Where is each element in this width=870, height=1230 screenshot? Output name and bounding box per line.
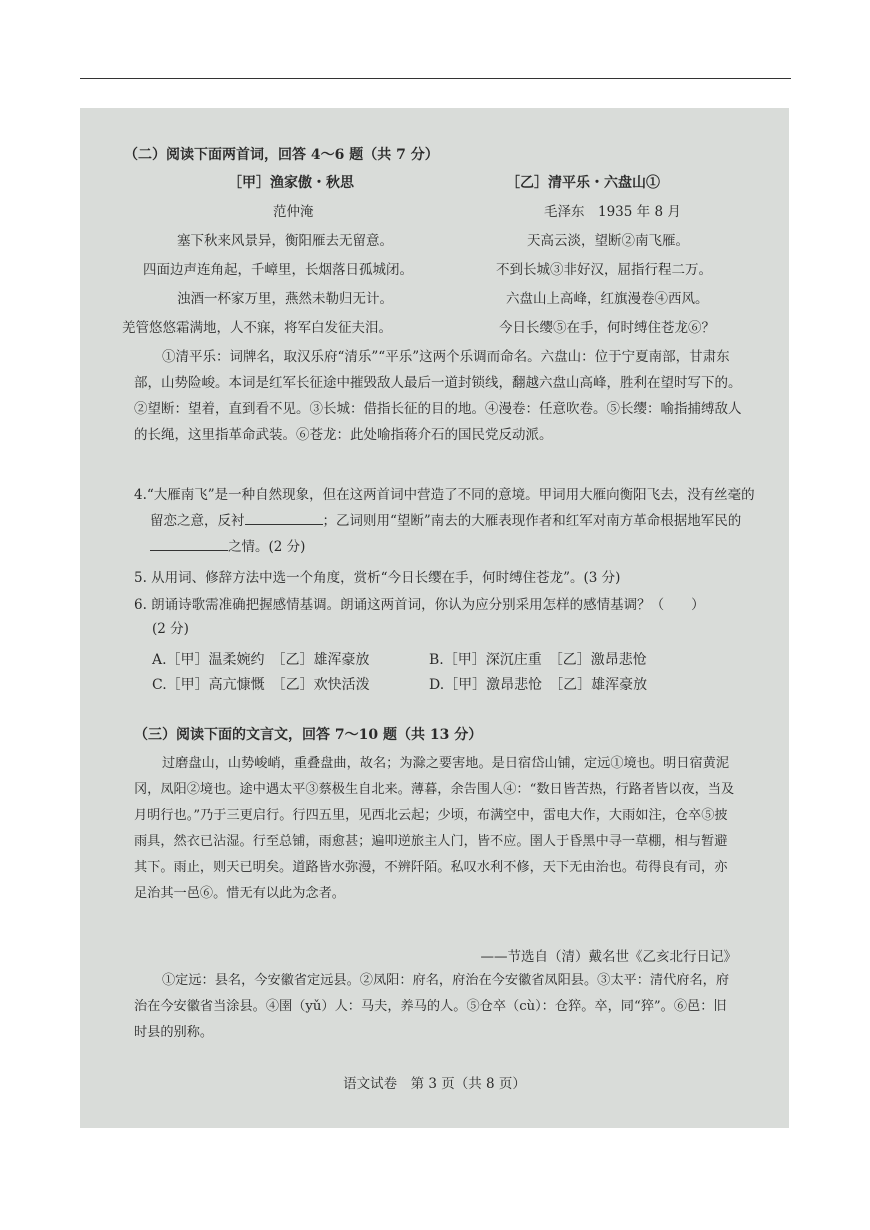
poem-notes: ①清平乐：词牌名，取汉乐府“清乐”“平乐”这两个乐调而命名。六盘山：位于宁夏南部，甘肃东部，山势险峻。本词是红军长征途中摧毁敌人最后一道封锁线，翻越六盘山高峰，胜利在望时写下的。②望断：望着，直到看不见。③长城：借指长征的目的地。④漫卷：任意吹卷。⑤长缨：喻指捕缚敌人的长绳，这里指革命武装。⑥苍龙：此处喻指蒋介石的国民党反动派。 (134, 349, 742, 443)
option-a[interactable]: A.［甲］温柔婉约 ［乙］雄浑豪放 (152, 652, 370, 668)
question-4-text: ；乙词则用“望断”南去的大雁表现作者和红军对南方革命根据地军民的 (322, 513, 742, 529)
poem-a-title: ［甲］渔家傲・秋思 (228, 175, 354, 191)
poem-a-line: 羌管悠悠霜满地，人不寐，将军白发征夫泪。 (122, 320, 392, 336)
passage-notes: ①定远：县名，今安徽省定远县。②凤阳：府名，府治在今安徽省凤阳县。③太平：清代府名，府治在今安徽省当涂县。④圉（yǔ）人：马夫，养马的人。⑤仓卒（cù）：仓猝。卒，同“猝”。⑥邑：旧时县的别称。 (134, 973, 730, 1040)
poem-a-line: 塞下秋来风景异，衡阳雁去无留意。 (177, 233, 393, 249)
poem-b-line: 六盘山上高峰，红旗漫卷④西风。 (506, 291, 709, 307)
poem-b-line: 天高云淡，望断②南飞雁。 (527, 233, 689, 249)
question-4-text: 4.“大雁南飞”是一种自然现象，但在这两首词中营造了不同的意境。甲词用大雁向衡阳飞去，没有丝毫的留恋之意，反衬 (134, 487, 755, 529)
page-footer: 语文试卷 第 3 页（共 8 页） (343, 1076, 526, 1092)
poem-a-line: 浊酒一杯家万里，燕然未勒归无计。 (177, 291, 393, 307)
classical-passage: 过磨盘山，山势峻峭，重叠盘曲，故名；为滁之要害地。是日宿岱山铺，定远①境也。明日宿黄泥冈，凤阳②境也。途中遇太平③蔡极生自北来。薄暮，余告围人④：“数日皆苦热，行路者皆以夜，当及月明行也。”乃于三更启行。行四五里，见西北云起；少顷，布满空中，雷电大作，大雨如注，仓卒⑤披雨具，然衣已沾湿。行至总铺，雨愈甚；遍叩逆旅主人门，皆不应。圉人于昏黑中寻一草棚，相与暂避其下。雨止，则天已明矣。道路皆水弥漫，不辨阡陌。私叹水利不修，天下无由治也。苟得良有司，亦足治其一邑⑥。惜无有以此为念者。 (134, 756, 735, 901)
section-3-heading: （三）阅读下面的文言文，回答 7～10 题（共 13 分） (134, 727, 483, 743)
answer-blank[interactable] (245, 510, 323, 525)
answer-blank[interactable] (150, 536, 228, 551)
option-d[interactable]: D.［甲］激昂悲怆 ［乙］雄浑豪放 (429, 677, 648, 693)
header-rule (80, 78, 791, 79)
poem-b-author-date: 毛泽东 1935 年 8 月 (544, 204, 681, 220)
section-2-heading: （二）阅读下面两首词，回答 4～6 题（共 7 分） (124, 147, 439, 163)
question-6-score: (2 分) (152, 621, 189, 637)
question-5: 5. 从用词、修辞方法中选一个角度，赏析“今日长缨在手，何时缚住苍龙”。(3 分) (134, 570, 621, 586)
question-6: 6. 朗诵诗歌需准确把握感情基调。朗诵这两首词，你认为应分别采用怎样的感情基调？（ ） (134, 597, 705, 613)
option-b[interactable]: B.［甲］深沉庄重 ［乙］激昂悲怆 (429, 652, 647, 668)
passage-source: ——节选自（清）戴名世《乙亥北行日记》 (480, 949, 737, 965)
poem-a-line: 四面边声连角起，千嶂里，长烟落日孤城闭。 (143, 262, 413, 278)
poem-a-author: 范仲淹 (273, 204, 314, 220)
poem-b-line: 今日长缨⑤在手，何时缚住苍龙⑥？ (499, 320, 715, 336)
question-4-text: 之情。(2 分) (228, 539, 306, 555)
exam-page (80, 108, 789, 1128)
question-4 (134, 482, 760, 560)
poem-b-line: 不到长城③非好汉，屈指行程二万。 (496, 262, 712, 278)
option-c[interactable]: C.［甲］高亢慷慨 ［乙］欢快活泼 (152, 677, 370, 693)
poem-b-title: ［乙］清平乐・六盘山① (506, 175, 660, 191)
